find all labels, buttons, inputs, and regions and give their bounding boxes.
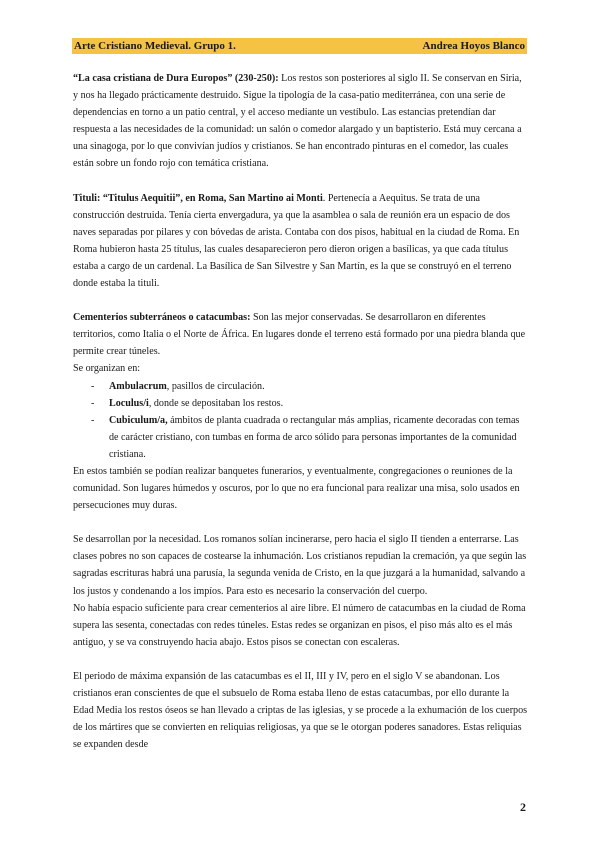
paragraph-cementerios-after: En estos también se podían realizar banquetes funerarios, y eventualmente, congregaciones o reuniones de la comunidad. Son lugares húmedos y oscuros, por lo que no era funcional para realizar una misa, solo usados en persecuciones muy duras.	[73, 465, 520, 512]
paragraph-expansion: El periodo de máxima expansión de las catacumbas es el II, III y IV, pero en el siglo V se abandonan. Los cristianos eran conscientes de que el subsuelo de Roma estaba lleno de estas catacumbas, por ello durante la Edad Media los restos óseos se han llevado a criptas de las iglesias, y se procede a la exhumación de los cuerpos de los mártires que se convierten en reliquias religiosas, ya que se le otorgan poderes sanadores. Estas reliquias se expanden desde	[73, 670, 528, 751]
text-dura-europos: Los restos son posteriores al siglo II. Se conservan en Siria, y nos ha llegado prácticamente destruido. Sigue la tipología de la casa-patio mediterránea, con una serie de dependencias en torno a un patio central, y el acceso mediante un vestíbulo. Las estancias pretendían dar respuesta a las necesidades de la comunidad: un salón o comedor alargado y un baptisterio. Está muy cercana a una sinagoga, por lo que convivían judíos y cristianos. Se han encontrado pinturas en el comedor, las cuales están sobre un fondo rojo con temática cristiana.	[73, 73, 522, 170]
list-item	[73, 395, 528, 412]
list-item	[73, 378, 528, 395]
heading-cementerios: Cementerios subterráneos o catacumbas:	[73, 312, 251, 324]
header-author: Andrea Hoyos Blanco	[422, 40, 525, 52]
list-term: Cubiculum/a,	[109, 414, 168, 426]
list-text: , donde se depositaban los restos.	[148, 397, 284, 409]
list-dash: -	[91, 397, 95, 409]
organize-intro: Se organizan en:	[73, 363, 141, 375]
list-item	[73, 412, 528, 463]
catacomb-parts-list	[73, 378, 528, 463]
document-body	[73, 70, 528, 753]
header-course-title: Arte Cristiano Medieval. Grupo 1.	[74, 40, 236, 52]
paragraph-espacio: No había espacio suficiente para crear cementerios al aire libre. El número de catacumbas en la ciudad de Roma supera las sesenta, conectadas con redes túneles. Estas redes se organizan en pisos, el piso más alto es el más antiguo, y se va construyendo hacia abajo. Estos pisos se conectan con escaleras.	[73, 602, 526, 648]
list-term: Ambulacrum	[109, 380, 167, 392]
page-header	[72, 38, 527, 54]
paragraph-necesidad: Se desarrollan por la necesidad. Los romanos solían incinerarse, pero hacia el siglo II tienden a enterrarse. Las clases pobres no son capaces de costearse la inhumación. Los cristianos repudian la cremación, ya que según las sagradas escrituras habrá una parusía, la segunda venida de Cristo, en la que juzgará a la humanidad, salvando a los justos y condenando a los impíos. Para esto es necesario la conservación del cuerpo.	[73, 534, 527, 597]
list-text: ámbitos de planta cuadrada o rectangular más amplias, ricamente decoradas con temas de carácter cristiano, con tumbas en forma de arco sólido para personas importantes de la comunidad cristiana.	[109, 414, 520, 460]
list-text: , pasillos de circulación.	[166, 380, 265, 392]
list-term: Loculus/i	[109, 397, 149, 409]
text-cementerios: Son las mejor conservadas. Se desarrollaron en diferentes territorios, como Italia o el Norte de África. En lugares donde el terreno está formado por una piedra blanda que permite crear túneles.	[73, 312, 526, 358]
paragraph-dura-europos	[73, 70, 528, 173]
text-tituli: . Pertenecía a Aequitus. Se trata de una construcción destruida. Tenía cierta envergadura, ya que la asamblea o sala de reunión era un espacio de dos naves separadas por pilares y con bóvedas de arista. Contaba con dos pisos, habitual en la ciudad de Roma. En Roma hubieron hasta 25 títulus, las cuales desaparecieron pero dieron origen a basílicas, ya que cada títulus estaba a cargo de un cardenal. La Basílica de San Silvestre y San Martín, es la que se construyó en el terreno donde estaba la tituli.	[73, 192, 520, 290]
list-dash: -	[91, 380, 95, 392]
paragraph-tituli	[73, 190, 528, 293]
heading-tituli: Tituli: “Titulus Aequitii”, en Roma, San Martino ai Monti	[73, 192, 323, 204]
heading-dura-europos: “La casa cristiana de Dura Europos” (230-250):	[73, 73, 279, 84]
paragraph-cementerios	[73, 309, 528, 360]
page-number: 2	[520, 800, 526, 814]
list-dash: -	[91, 414, 95, 426]
